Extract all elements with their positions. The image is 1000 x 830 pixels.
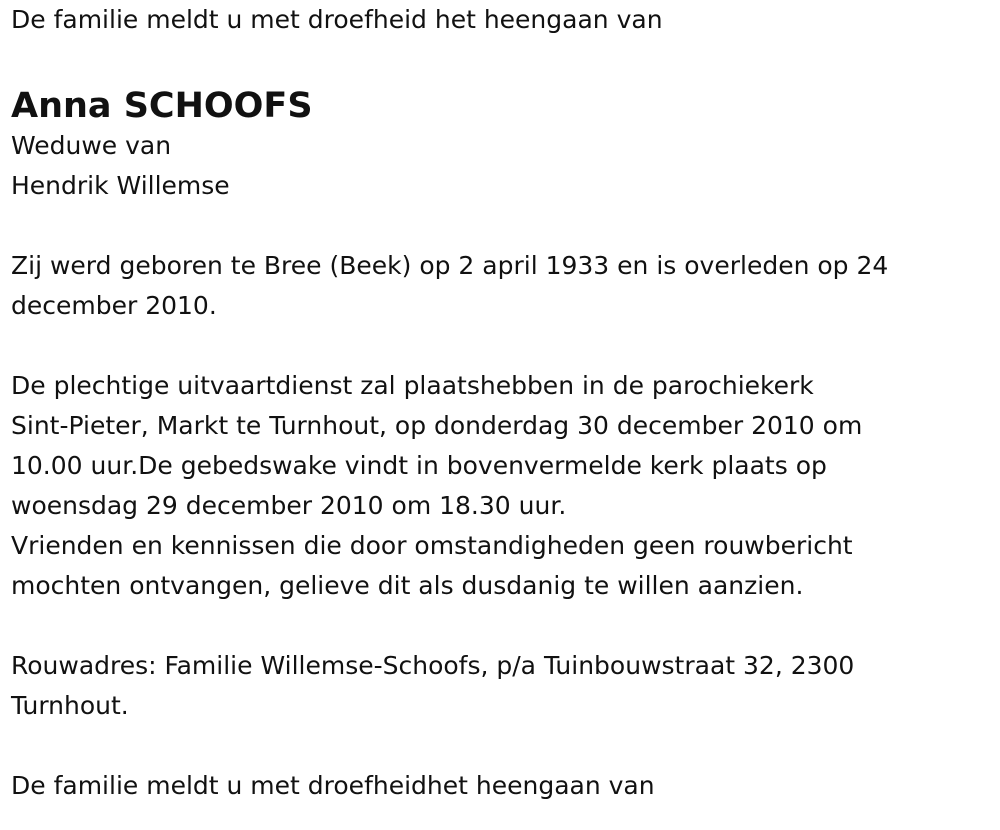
paragraph-line: 10.00 uur.De gebedswake vindt in bovenvermelde kerk plaats op: [11, 451, 827, 480]
deceased-name: Anna SCHOOFS: [11, 86, 313, 126]
paragraph-line: Zij werd geboren te Bree (Beek) op 2 april 1933 en is overleden op 24: [11, 251, 889, 280]
relation-block: [11, 126, 971, 206]
closing-text: De familie meldt u met droefheidhet heengaan van: [11, 771, 655, 800]
relation-line: Weduwe van: [11, 131, 172, 160]
paragraph-line: Rouwadres: Familie Willemse-Schoofs, p/a Tuinbouwstraat 32, 2300: [11, 651, 855, 680]
paragraph-line: Turnhout.: [11, 691, 129, 720]
paragraph-line: Vrienden en kennissen die door omstandigheden geen rouwbericht: [11, 531, 853, 560]
intro-text: De familie meldt u met droefheid het heengaan van: [11, 5, 663, 34]
paragraph-line: Sint-Pieter, Markt te Turnhout, op donderdag 30 december 2010 om: [11, 411, 863, 440]
spouse-name: Hendrik Willemse: [11, 171, 230, 200]
paragraph-line: december 2010.: [11, 291, 217, 320]
paragraph-line: woensdag 29 december 2010 om 18.30 uur.: [11, 491, 567, 520]
paragraph-line: mochten ontvangen, gelieve dit als dusdanig te willen aanzien.: [11, 571, 804, 600]
address-paragraph: [11, 646, 971, 726]
paragraph-line: De plechtige uitvaartdienst zal plaatshebben in de parochiekerk: [11, 371, 814, 400]
obituary-notice: [11, 0, 971, 806]
ceremony-paragraph: [11, 366, 971, 606]
birth-death-paragraph: [11, 246, 971, 326]
